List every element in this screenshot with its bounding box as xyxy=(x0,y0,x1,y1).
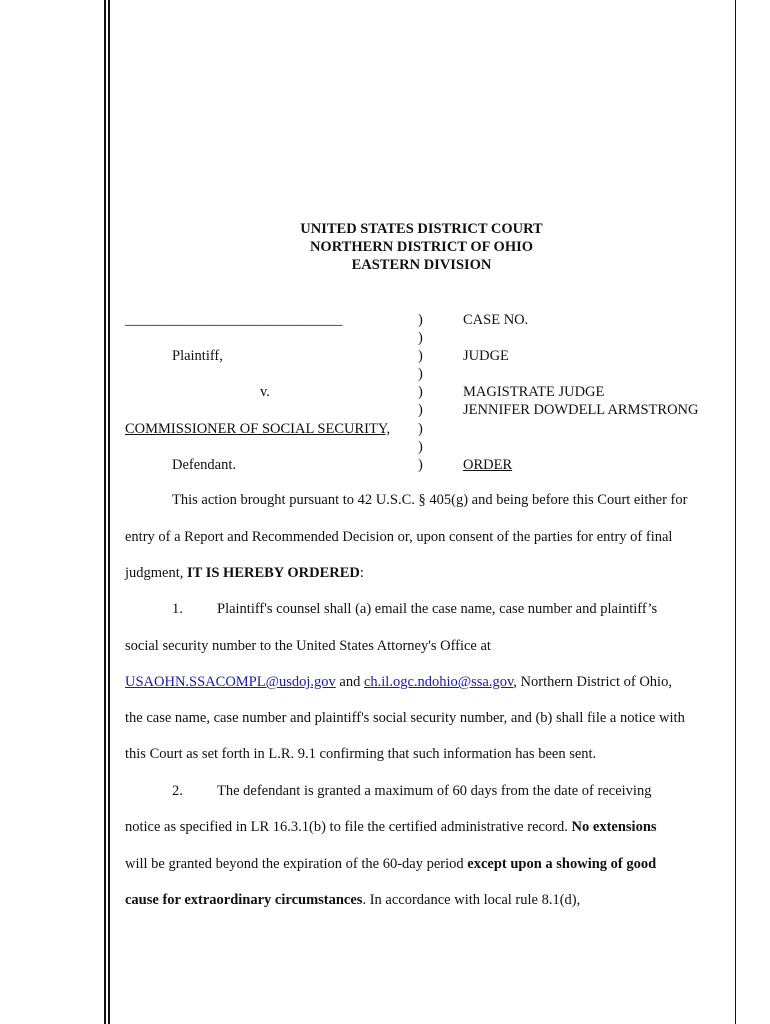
paragraph-1-line-5: this Court as set forth in L.R. 9.1 confirming that such information has been sent. xyxy=(125,746,597,762)
court-name: UNITED STATES DISTRICT COURT xyxy=(300,221,543,237)
paragraph-2-line-4: cause for extraordinary circumstances. In accordance with local rule 8.1(d), xyxy=(125,892,581,908)
plaintiff-blank-line: ______________________________ xyxy=(125,312,343,328)
paragraph-2-line-3: will be granted beyond the expiration of the 60-day period except upon a showing of good xyxy=(125,856,657,872)
caption-paren: ) xyxy=(418,402,423,418)
paragraph-2-number: 2. xyxy=(172,783,183,799)
paragraph-1-number: 1. xyxy=(172,601,183,617)
ordered-phrase: IT IS HEREBY ORDERED xyxy=(187,565,360,581)
intro-line-1: This action brought pursuant to 42 U.S.C. § 405(g) and being before this Court either for xyxy=(172,492,688,508)
caption-paren: ) xyxy=(418,366,423,382)
paragraph-2-line-1: The defendant is granted a maximum of 60 days from the date of receiving xyxy=(217,783,652,799)
caption-paren: ) xyxy=(418,330,423,346)
court-district: NORTHERN DISTRICT OF OHIO xyxy=(309,239,534,255)
caption-paren: ) xyxy=(418,312,423,328)
intro-line-3: judgment, IT IS HEREBY ORDERED: xyxy=(125,565,364,581)
left-margin-rule xyxy=(104,0,106,1024)
judge-label: JUDGE xyxy=(463,348,509,364)
caption-paren: ) xyxy=(418,439,423,455)
extraordinary-circumstances-phrase: cause for extraordinary circumstances xyxy=(125,892,363,908)
paragraph-1-line-4: the case name, case number and plaintiff's social security number, and (b) shall file a notice with xyxy=(125,710,685,726)
case-no-label: CASE NO. xyxy=(463,312,529,328)
paragraph-1-line-3: USAOHN.SSACOMPL@usdoj.gov and ch.il.ogc.ndohio@ssa.gov, Northern District of Ohio, xyxy=(125,674,672,690)
defendant-label: Defendant. xyxy=(172,457,237,473)
magistrate-judge-label: MAGISTRATE JUDGE xyxy=(463,384,605,400)
paragraph-1-line-1: Plaintiff's counsel shall (a) email the case name, case number and plaintiff’s xyxy=(217,601,658,617)
caption-paren: ) xyxy=(418,348,423,364)
paragraph-1-line-2: social security number to the United States Attorney's Office at xyxy=(125,638,491,654)
caption-paren: ) xyxy=(418,384,423,400)
paragraph-2-line-2: notice as specified in LR 16.3.1(b) to file the certified administrative record. No extensions xyxy=(125,819,657,835)
intro-line-2: entry of a Report and Recommended Decision or, upon consent of the parties for entry of final xyxy=(125,529,673,545)
usdoj-email-link[interactable]: USAOHN.SSACOMPL@usdoj.gov xyxy=(125,674,336,690)
versus-label: v. xyxy=(260,384,270,400)
magistrate-judge-name: JENNIFER DOWDELL ARMSTRONG xyxy=(463,402,699,418)
no-extensions-phrase: No extensions xyxy=(571,819,657,835)
ssa-email-link[interactable]: ch.il.ogc.ndohio@ssa.gov xyxy=(363,674,514,690)
court-division: EASTERN DIVISION xyxy=(351,257,492,273)
plaintiff-label: Plaintiff, xyxy=(172,348,223,364)
left-margin-rule-inner xyxy=(108,0,110,1024)
caption-paren: ) xyxy=(418,421,423,437)
right-margin-rule xyxy=(735,0,736,1024)
order-title: ORDER xyxy=(463,457,513,473)
good-cause-phrase: except upon a showing of good xyxy=(467,856,657,872)
caption-paren: ) xyxy=(418,457,423,473)
defendant-name: COMMISSIONER OF SOCIAL SECURITY, xyxy=(125,421,391,437)
